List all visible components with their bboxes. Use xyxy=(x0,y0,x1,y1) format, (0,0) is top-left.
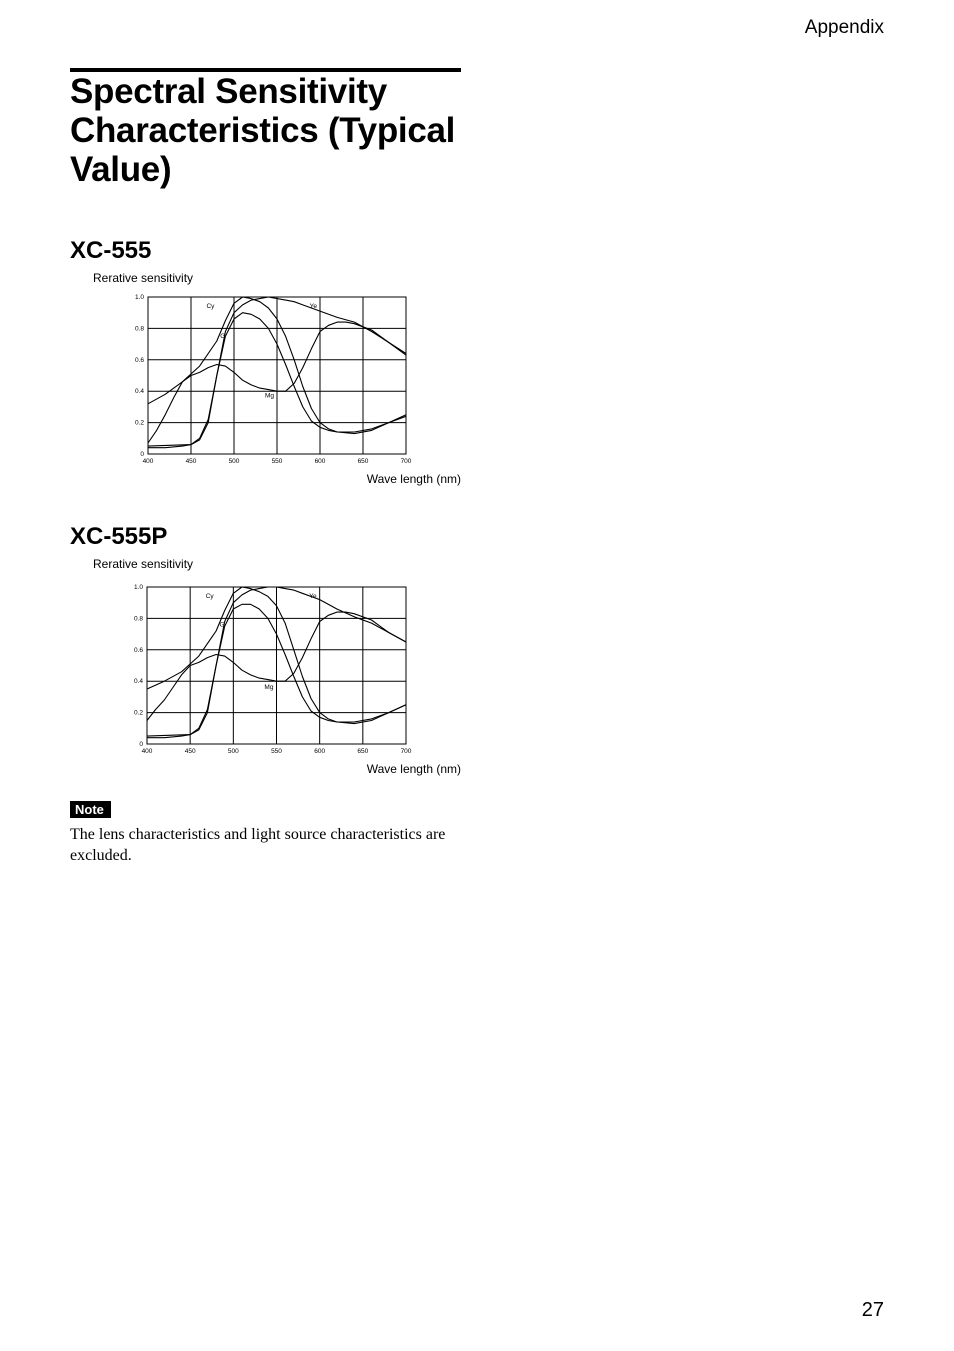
chart-1-x-axis-label: Wave length (nm) xyxy=(366,472,461,486)
chart-1-label-cy: Cy xyxy=(206,302,215,310)
model-heading-xc555p: XC-555P xyxy=(70,523,168,550)
chart-2-y-tick-label: 1.0 xyxy=(133,584,143,591)
chart-2-x-axis-label: Wave length (nm) xyxy=(366,762,461,776)
chart-2-x-tick-label: 400 xyxy=(141,748,153,755)
chart-2-label-mg: Mg xyxy=(264,684,274,692)
chart-1-x-tick-label: 500 xyxy=(228,458,240,465)
chart-1-y-tick-label: 0.6 xyxy=(134,356,144,364)
chart-1-y-tick-label: 0.2 xyxy=(134,419,144,427)
chart-2-label-cy: Cy xyxy=(205,592,214,600)
chart-2-y-tick-label: 0 xyxy=(139,741,143,748)
chart-2-y-tick-label: 0.6 xyxy=(133,646,143,654)
chart-1-y-tick-label: 0.8 xyxy=(134,325,144,333)
note-badge: Note xyxy=(70,801,111,818)
model-heading-xc555: XC-555 xyxy=(70,237,152,264)
chart-2-x-tick-label: 650 xyxy=(357,748,369,755)
chart-1-x-tick-label: 700 xyxy=(400,458,412,465)
chart-2-x-tick-label: 500 xyxy=(227,748,239,755)
note-text: The lens characteristics and light source characteristics are excluded. xyxy=(70,826,446,864)
chart-2-y-tick-label: 0.4 xyxy=(133,678,143,686)
chart-2-label-g: G xyxy=(219,621,225,629)
chart-1-y-tick-label: 0 xyxy=(140,451,144,458)
chart-2-x-tick-label: 450 xyxy=(184,748,196,755)
chart-1-x-tick-label: 400 xyxy=(142,458,154,465)
chart-2-y-tick-label: 0.8 xyxy=(133,615,143,623)
chart-2-y-axis-label: Rerative sensitivity xyxy=(93,557,194,571)
chart-1-y-tick-label: 1.0 xyxy=(134,294,144,301)
chart-1-x-tick-label: 600 xyxy=(314,458,326,465)
page-title: Spectral Sensitivity Characteristics (Typical Value) xyxy=(70,72,456,189)
chart-1-x-tick-label: 550 xyxy=(271,458,283,465)
chart-2-x-tick-label: 600 xyxy=(314,748,326,755)
chart-2-x-tick-label: 700 xyxy=(400,748,412,755)
chart-1-x-tick-label: 450 xyxy=(185,458,197,465)
chart-1-y-axis-label: Rerative sensitivity xyxy=(93,271,194,285)
page-number: 27 xyxy=(861,1299,884,1321)
chart-1-y-tick-label: 0.4 xyxy=(134,388,144,396)
chart-1-label-g: G xyxy=(220,332,226,340)
chart-2-y-tick-label: 0.2 xyxy=(133,709,143,717)
chart-2-label-ye: Ye xyxy=(309,592,317,600)
chart-2-x-tick-label: 550 xyxy=(271,748,282,755)
section-header: Appendix xyxy=(804,17,884,38)
chart-1-label-ye: Ye xyxy=(309,302,318,310)
chart-1-label-mg: Mg xyxy=(264,392,274,400)
chart-1-x-tick-label: 650 xyxy=(357,458,369,465)
